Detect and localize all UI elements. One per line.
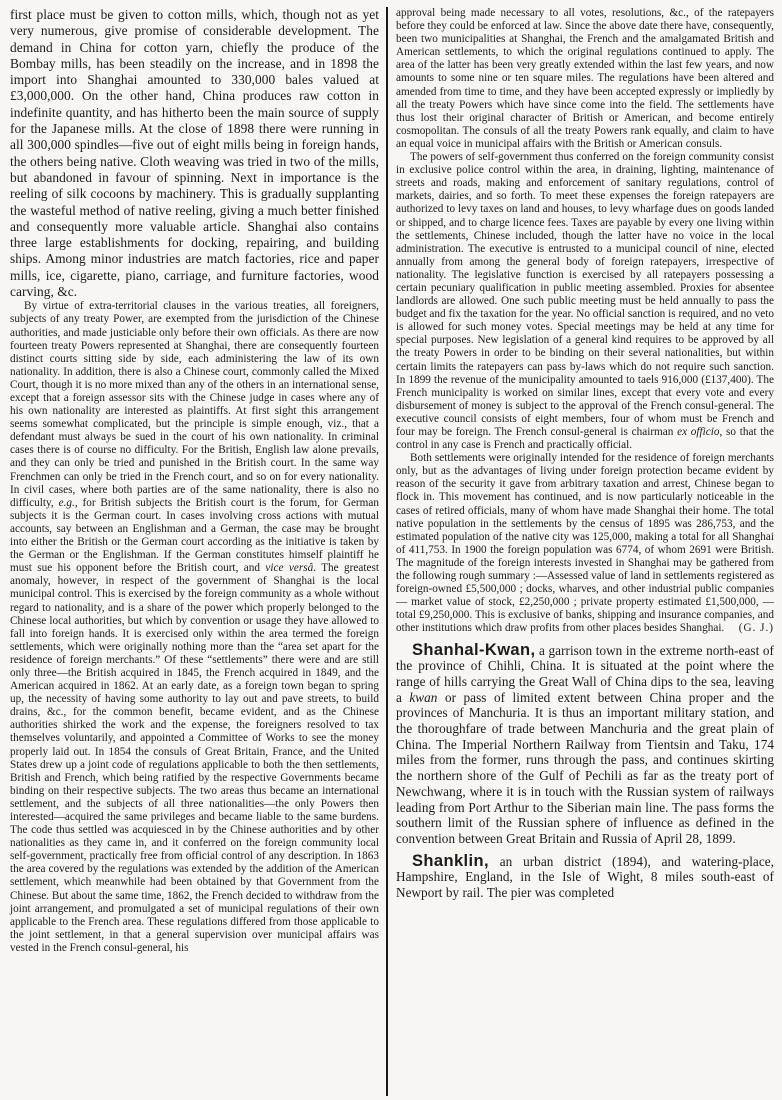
text-segment: By virtue of extra-territorial clauses in the various treaties, all foreigners, subjects of any treaty Power, are exempted from the jurisdiction of the Chinese authorities, and made justiciable only before their own officials. As there are now fourteen treaty Powers represented at Shanghai, there are consequently fourteen distinct courts sitting side by side, each administering the law of its own nationality. In addition, there is also a Chinese court, commonly called the Mixed Court, though it is no more mixed than any of the others in an international sense, except that a foreign assessor sits with the Chinese judge in cases where any of his own nationality are interested as plaintiffs. At first sight this arrangement seems somewhat complicated, but the principle is simple enough, viz., that a defendant must always be sued in the court of his own nationality. In criminal cases there is of course no difficulty. For the British, English law alone prevails, and they can only be tried and punished in the British court. In the same way Frenchmen can only be tried in the French court, and so on for every nationality. In civil cases, where both parties are of the same nationality, there is also no difficulty, — [10, 300, 379, 509]
paragraph-approval-continuation — [396, 7, 774, 151]
italic-vice-versa: vice versâ — [265, 562, 314, 575]
text-segment: , for British subjects the British court is the forum, for German subjects it is the German court. In cases involving cross actions with mutual accounts, say between an Englishman and a German, the case may be brought into either the British or the German court according as the initiative is taken by the German or the Englishman. If the German constitutes himself plaintiff he must sue his opponent before the British court, and — [10, 496, 379, 575]
entry-headword-shanklin: Shanklin, — [412, 851, 489, 870]
text-segment: The powers of self-government thus conferred on the foreign community consist in exclusive police control within the area, in draining, lighting, maintenance of streets and roads, making and enforcement of sanitary regulations, control of markets, dairies, and so forth. To meet these expenses the foreign ratepayers are authorized to levy taxes on land and houses, to levy wharfage dues on goods landed or shipped, and to charge licence fees. Taxes are payable by every one living within the settlements, Chinese included, though the latter have no voice in the local administration. The executive is entrusted to a municipal council of nine, elected annually from among the general body of foreign ratepayers, irrespective of nationality. The legislative function is exercised by all ratepayers possessing a certain pecuniary qualification in public meeting assembled. Proxies for absentee landlords are allowed. One such public meeting must be held annually to pass the budget and fix the taxation for the year. No official sanction is required, and no veto is allowed for such money votes. Special meetings may be held at any time for special purposes. New legislation of a general kind requires to be approved by all the treaty Powers in order to be binding on their several nationalities, but within certain limits the ratepayers can pass by-laws which do not require such sanction. In 1899 the revenue of the municipality amounted to taels 916,000 (£137,400). The French municipality is worked on similar lines, except that every vote and every disbursement of money is subject to the approval of the French consul-general. The executive council consists of eight members, four of whom must be French and four may be foreign. The French consul-general is chairman — [396, 151, 774, 438]
text-segment: . The greatest anomaly, however, in respect of the government of Shanghai is the local municipal control. This is exercised by the foreign community as a whole without regard to nationality, and is a share of the power which properly belonged to the Chinese local authorities, but which by convention or usage they have allowed to fall into foreign hands. It is exercised only within the area termed the foreign settlements, which were originally nothing more than the “area set apart for the residence of foreign merchants.” Of these “settlements” there were and are still only three—the British acquired in 1845, the French acquired in 1849, and the American acquired in 1862. At an early date, as a foreign town began to spring up, the necessity of having some authority to lay out and pave streets, to build drains, &c., for the common benefit, became evident, and as the Chinese authorities shirked the work and the expense, the foreigners resolved to tax themselves voluntarily, and appointed a Committee of Works to see the money properly laid out. In 1854 the consuls of Great Britain, France, and the United States drew up a joint code of regulations applicable to both the then settlements, British and French, which being ratified by the respective Governments became binding on their respective subjects. The two areas thus became an international settlement, and the subjects of all three nationalities—the only Powers then interested—acquired the same privileges and became liable to the same burdens. The code thus settled was acquiesced in by the Chinese authorities and by other nationalities as they came in, and it conferred on the foreign community local self-government, practically free from official control of any description. In 1863 the area covered by the regulations was extended by the addition of the American settlement, which meanwhile had been obtained by that Government from the Chinese. But about the same time, 1862, the French decided to withdraw from the joint arrangement, and promulgated a set of municipal regulations of their own applicable to the French area. These regulations differed from those applicable to the joint settlement, in that a general supervision over municipal affairs was vested in the French consul-general, his — [10, 562, 379, 954]
entry-shanhai-kwan — [396, 640, 774, 847]
right-column — [388, 7, 774, 1096]
italic-ex-officio: ex officio — [677, 426, 720, 438]
text-segment: , so that the control in any case is French and practically official. — [396, 426, 774, 452]
author-initials-signature: (G. J.) — [738, 622, 774, 635]
text-segment: a garrison town in the extreme north-east of the province of Chihli, China. It is situated at the point where the range of hills carrying the Great Wall of China dips to the sea, leaving a — [396, 642, 774, 705]
entry-shanklin — [396, 851, 774, 901]
text-segment: first place must be given to cotton mills, which, though not as yet very numerous, give promise of considerable development. The demand in China for cotton yarn, chiefly the produce of the Bombay mills, has been steadily on the increase, and in 1898 the import into Shanghai amounted to 330,000 bales valued at £3,000,000. On the other hand, China produces raw cotton in indefinite quantity, and has hitherto been the main source of supply for the Japanese mills. At the close of 1898 there were running in all 300,000 spindles—five out of eight mills being in foreign hands, the others being native. Cloth weaving was tried in two of the mills, but abandoned in favour of spinning. Next in importance is the reeling of silk cocoons by machinery. This is gradually supplanting the wasteful method of native reeling, giving a much better finished and consequently more valuable article. Shanghai also contains three large establishments for docking, repairing, and building ships. Among minor industries are match factories, rice and paper mills, ice, cigarette, piano, carriage, and furniture factories, wood carving, &c. — [10, 7, 379, 300]
paragraph-cotton-mills — [10, 7, 379, 300]
paragraph-both-settlements — [396, 452, 774, 635]
text-segment: approval being made necessary to all votes, resolutions, &c., of the ratepayers before they could be enforced at law. Since the above date there have, consequently, been two municipalities at Shanghai, the French and the amalgamated British and American settlements, to which the original regulations continued to apply. The area of the latter has been very greatly extended within the last few years, and now amounts to some nine or ten square miles. The regulations have been altered and amended from time to time, and they have been accepted expressly or impliedly by all the treaty Powers which have since come into the field. The settlements have thus lost their original character of British or American, and become entirely cosmopolitan. The consuls of all the treaty Powers rank equally, and claim to have an equal voice in municipal affairs with the British or American consuls. — [396, 7, 774, 150]
text-segment: an urban district (1894), and watering-place, Hampshire, England, in the Isle of Wight, 8 miles south-east of Newport by rail. The pier was completed — [396, 853, 774, 901]
left-column — [10, 7, 386, 1096]
paragraph-self-government — [396, 151, 774, 452]
paragraph-extraterritorial — [10, 300, 379, 955]
text-segment: or pass of limited extent between China proper and the provinces of Manchuria. It is thus an important military station, and the thoroughfare of trade between Manchuria and the great plain of China. The Imperial Northern Railway from Tientsin and Taku, 174 miles from the former, runs through the pass, and continues skirting the northern shore of the Gulf of Pechili as far as the treaty port of Newchwang, where it is in touch with the Russian system of railways leading from Port Arthur to the Siberian main line. The pass forms the southern limit of the Russian sphere of influence as defined in the convention between Great Britain and Russia of April 28, 1899. — [396, 689, 774, 846]
italic-eg: e.g. — [58, 496, 75, 509]
entry-headword-shanhai-kwan: Shanhal-Kwan, — [412, 640, 536, 659]
text-segment: Both settlements were originally intended for the residence of foreign merchants only, but as the advantages of living under foreign protection became evident by reason of the security it gave from arbitrary taxation and arrest, Chinese began to flock in. This movement has continued, and is now particularly noticeable in the cases of retired officials, many of whom have made Shanghai their home. The total native population in the settlements by the census of 1895 was 286,753, and the estimated population of the native city was 125,000, making a total for all Shanghai of 411,753. In 1900 the foreign population was 6774, of whom 2691 were British. The magnitude of the foreign interests invested in Shanghai may be gathered from the following rough summary :—Assessed value of land in settlements registered as foreign-owned £5,500,000 ; docks, wharves, and other industrial public companies — market value of stock, £2,250,000 ; private property estimated £1,500,000, — total £9,250,000. This is exclusive of banks, shipping and insurance companies, and other institutions which draw profits from other places besides Shanghai. — [396, 452, 774, 635]
italic-kwan: kwan — [409, 689, 438, 705]
